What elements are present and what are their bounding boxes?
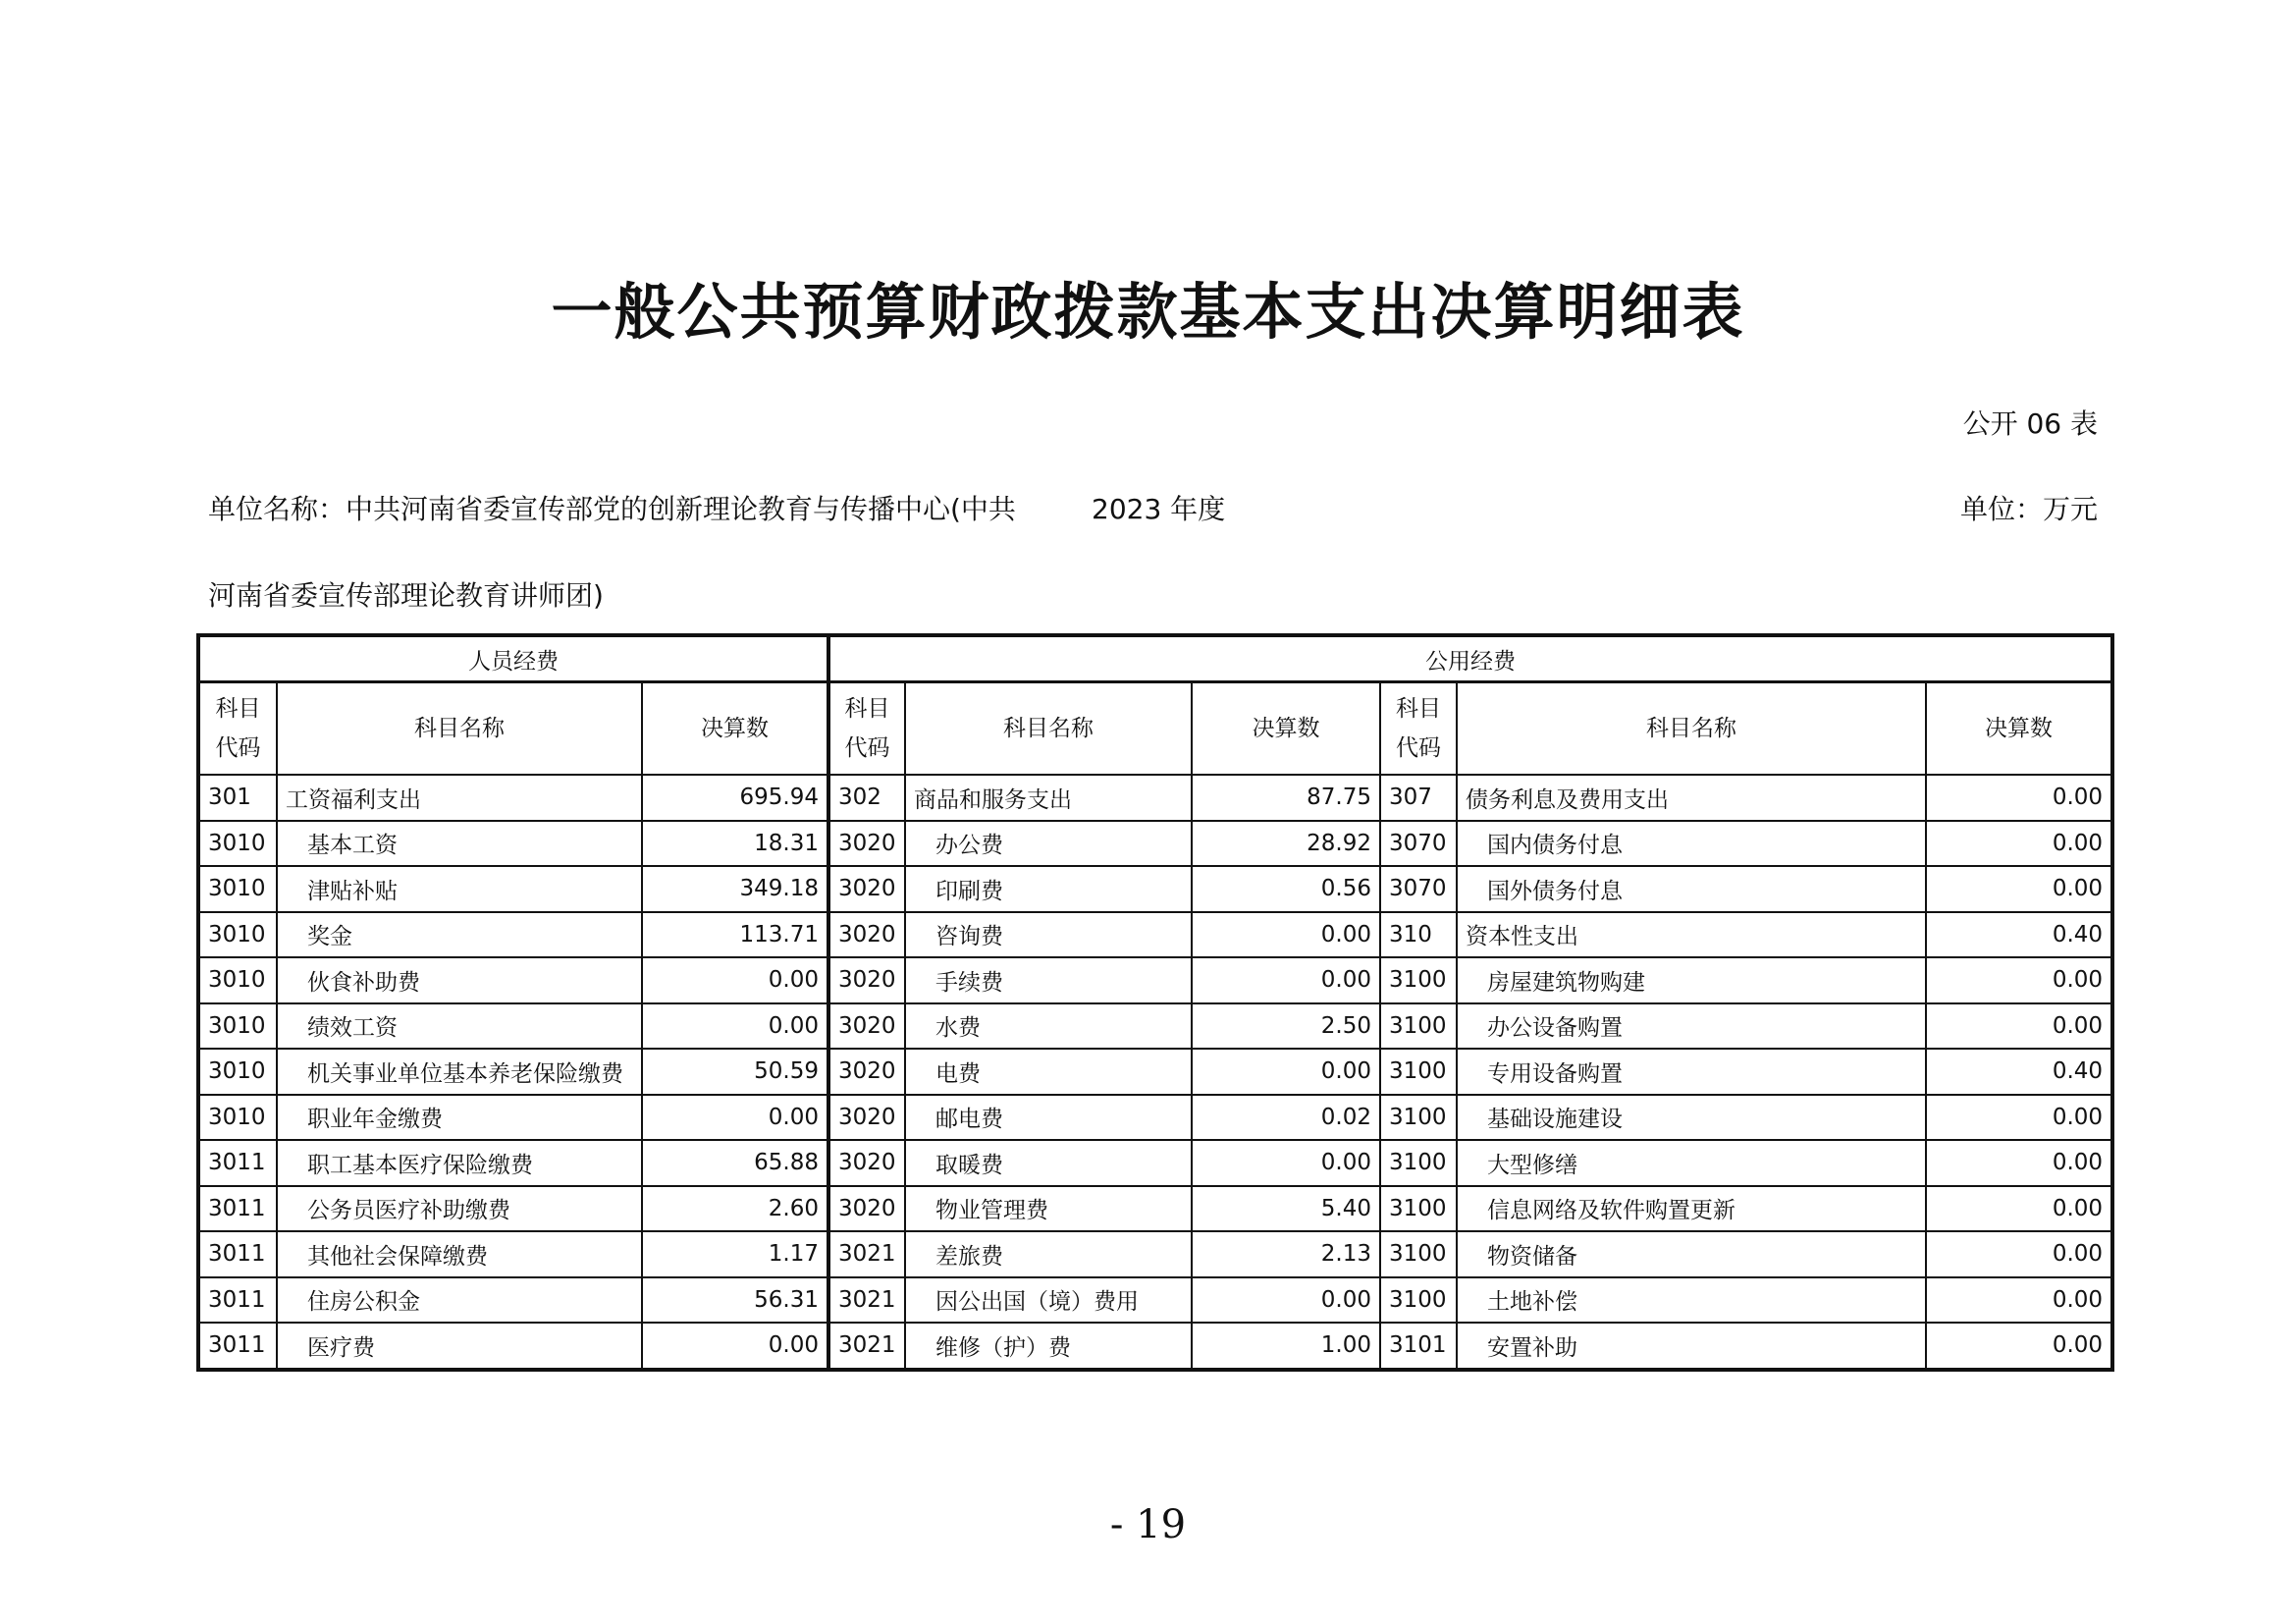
personnel-amount-cell: 113.71 xyxy=(642,912,828,958)
goods-name-cell: 手续费 xyxy=(905,957,1192,1003)
goods-amount-cell: 2.50 xyxy=(1192,1003,1380,1050)
personnel-name-cell: 医疗费 xyxy=(277,1323,642,1370)
col-amount-header: 决算数 xyxy=(642,682,828,776)
group-public-header: 公用经费 xyxy=(828,635,2112,682)
column-header-row xyxy=(198,682,2112,776)
capital-name-cell: 债务利息及费用支出 xyxy=(1457,775,1926,821)
personnel-amount-cell: 56.31 xyxy=(642,1277,828,1324)
table-row xyxy=(198,1003,2112,1050)
personnel-code-cell: 3010 xyxy=(198,1003,277,1050)
col-code-header xyxy=(828,682,905,776)
capital-code-cell: 3070 xyxy=(1380,866,1457,912)
goods-name-cell: 印刷费 xyxy=(905,866,1192,912)
goods-code-cell: 3021 xyxy=(828,1277,905,1324)
capital-code-cell: 3100 xyxy=(1380,1003,1457,1050)
personnel-code-cell: 3010 xyxy=(198,866,277,912)
personnel-name-cell: 公务员医疗补助缴费 xyxy=(277,1186,642,1232)
capital-amount-cell: 0.00 xyxy=(1926,1231,2112,1277)
goods-amount-cell: 0.00 xyxy=(1192,1140,1380,1186)
personnel-amount-cell: 50.59 xyxy=(642,1049,828,1095)
col-name-header: 科目名称 xyxy=(277,682,642,776)
goods-name-cell: 办公费 xyxy=(905,821,1192,867)
personnel-name-cell: 机关事业单位基本养老保险缴费 xyxy=(277,1049,642,1095)
currency-unit: 单位：万元 xyxy=(1959,493,2098,525)
col-code-line1: 科目 xyxy=(215,696,261,722)
expenditure-table xyxy=(196,633,2114,1372)
table-row xyxy=(198,912,2112,958)
group-header-row xyxy=(198,635,2112,682)
table-row xyxy=(198,1277,2112,1324)
personnel-amount-cell: 349.18 xyxy=(642,866,828,912)
personnel-code-cell: 3011 xyxy=(198,1323,277,1370)
col-code-line1: 科目 xyxy=(844,696,890,722)
goods-amount-cell: 28.92 xyxy=(1192,821,1380,867)
capital-name-cell: 房屋建筑物购建 xyxy=(1457,957,1926,1003)
fiscal-year: 2023 年度 xyxy=(1092,493,1226,525)
personnel-code-cell: 301 xyxy=(198,775,277,821)
capital-code-cell: 3100 xyxy=(1380,1049,1457,1095)
goods-code-cell: 3020 xyxy=(828,912,905,958)
capital-code-cell: 310 xyxy=(1380,912,1457,958)
capital-code-cell: 3100 xyxy=(1380,1095,1457,1141)
capital-amount-cell: 0.40 xyxy=(1926,1049,2112,1095)
col-code-header xyxy=(198,682,277,776)
capital-name-cell: 资本性支出 xyxy=(1457,912,1926,958)
goods-name-cell: 维修（护）费 xyxy=(905,1323,1192,1370)
capital-amount-cell: 0.00 xyxy=(1926,1323,2112,1370)
personnel-name-cell: 伙食补助费 xyxy=(277,957,642,1003)
capital-name-cell: 土地补偿 xyxy=(1457,1277,1926,1324)
goods-name-cell: 取暖费 xyxy=(905,1140,1192,1186)
page-title: 一般公共预算财政拨款基本支出决算明细表 xyxy=(551,276,1745,348)
capital-code-cell: 3101 xyxy=(1380,1323,1457,1370)
goods-amount-cell: 0.00 xyxy=(1192,957,1380,1003)
personnel-name-cell: 其他社会保障缴费 xyxy=(277,1231,642,1277)
goods-code-cell: 3020 xyxy=(828,1095,905,1141)
table-row xyxy=(198,1323,2112,1370)
goods-amount-cell: 0.00 xyxy=(1192,1049,1380,1095)
personnel-code-cell: 3011 xyxy=(198,1231,277,1277)
personnel-amount-cell: 65.88 xyxy=(642,1140,828,1186)
goods-name-cell: 因公出国（境）费用 xyxy=(905,1277,1192,1324)
personnel-amount-cell: 0.00 xyxy=(642,1323,828,1370)
goods-amount-cell: 0.00 xyxy=(1192,1277,1380,1324)
personnel-code-cell: 3011 xyxy=(198,1140,277,1186)
personnel-amount-cell: 0.00 xyxy=(642,1095,828,1141)
table-row xyxy=(198,1095,2112,1141)
capital-code-cell: 3100 xyxy=(1380,1277,1457,1324)
capital-name-cell: 信息网络及软件购置更新 xyxy=(1457,1186,1926,1232)
personnel-amount-cell: 1.17 xyxy=(642,1231,828,1277)
goods-amount-cell: 0.00 xyxy=(1192,912,1380,958)
goods-amount-cell: 0.02 xyxy=(1192,1095,1380,1141)
personnel-name-cell: 职业年金缴费 xyxy=(277,1095,642,1141)
capital-code-cell: 307 xyxy=(1380,775,1457,821)
goods-code-cell: 3020 xyxy=(828,1140,905,1186)
goods-name-cell: 邮电费 xyxy=(905,1095,1192,1141)
goods-code-cell: 3020 xyxy=(828,1003,905,1050)
table-row xyxy=(198,866,2112,912)
capital-name-cell: 办公设备购置 xyxy=(1457,1003,1926,1050)
goods-code-cell: 3021 xyxy=(828,1323,905,1370)
col-code-header xyxy=(1380,682,1457,776)
capital-code-cell: 3100 xyxy=(1380,1140,1457,1186)
goods-code-cell: 3020 xyxy=(828,821,905,867)
capital-name-cell: 国内债务付息 xyxy=(1457,821,1926,867)
col-code-line2: 代码 xyxy=(844,735,890,761)
unit-name-line2: 河南省委宣传部理论教育讲师团) xyxy=(208,579,604,612)
personnel-code-cell: 3010 xyxy=(198,957,277,1003)
table-row xyxy=(198,1049,2112,1095)
capital-amount-cell: 0.00 xyxy=(1926,1140,2112,1186)
goods-amount-cell: 1.00 xyxy=(1192,1323,1380,1370)
goods-amount-cell: 5.40 xyxy=(1192,1186,1380,1232)
goods-code-cell: 3020 xyxy=(828,957,905,1003)
personnel-amount-cell: 18.31 xyxy=(642,821,828,867)
capital-amount-cell: 0.00 xyxy=(1926,1003,2112,1050)
capital-name-cell: 大型修缮 xyxy=(1457,1140,1926,1186)
table-body xyxy=(198,775,2112,1370)
table-row xyxy=(198,1140,2112,1186)
capital-name-cell: 专用设备购置 xyxy=(1457,1049,1926,1095)
capital-amount-cell: 0.00 xyxy=(1926,1095,2112,1141)
personnel-name-cell: 绩效工资 xyxy=(277,1003,642,1050)
personnel-amount-cell: 0.00 xyxy=(642,1003,828,1050)
capital-amount-cell: 0.00 xyxy=(1926,1277,2112,1324)
capital-amount-cell: 0.00 xyxy=(1926,866,2112,912)
capital-amount-cell: 0.40 xyxy=(1926,912,2112,958)
personnel-code-cell: 3010 xyxy=(198,1049,277,1095)
group-personnel-header: 人员经费 xyxy=(198,635,828,682)
personnel-name-cell: 奖金 xyxy=(277,912,642,958)
col-name-header: 科目名称 xyxy=(905,682,1192,776)
personnel-code-cell: 3011 xyxy=(198,1277,277,1324)
goods-code-cell: 3020 xyxy=(828,1049,905,1095)
goods-name-cell: 咨询费 xyxy=(905,912,1192,958)
goods-name-cell: 水费 xyxy=(905,1003,1192,1050)
goods-amount-cell: 87.75 xyxy=(1192,775,1380,821)
capital-name-cell: 国外债务付息 xyxy=(1457,866,1926,912)
table-row xyxy=(198,957,2112,1003)
capital-amount-cell: 0.00 xyxy=(1926,957,2112,1003)
personnel-code-cell: 3010 xyxy=(198,1095,277,1141)
personnel-name-cell: 基本工资 xyxy=(277,821,642,867)
page-number: - 19 xyxy=(1109,1502,1187,1547)
col-code-line2: 代码 xyxy=(215,735,261,761)
personnel-name-cell: 津贴补贴 xyxy=(277,866,642,912)
table-row xyxy=(198,775,2112,821)
capital-name-cell: 物资储备 xyxy=(1457,1231,1926,1277)
capital-name-cell: 安置补助 xyxy=(1457,1323,1926,1370)
table-row xyxy=(198,1231,2112,1277)
goods-code-cell: 3020 xyxy=(828,1186,905,1232)
goods-amount-cell: 2.13 xyxy=(1192,1231,1380,1277)
col-name-header: 科目名称 xyxy=(1457,682,1926,776)
goods-name-cell: 电费 xyxy=(905,1049,1192,1095)
personnel-amount-cell: 0.00 xyxy=(642,957,828,1003)
form-number: 公开 06 表 xyxy=(1962,407,2098,440)
col-code-line1: 科目 xyxy=(1396,696,1442,722)
goods-name-cell: 差旅费 xyxy=(905,1231,1192,1277)
goods-code-cell: 3020 xyxy=(828,866,905,912)
personnel-name-cell: 工资福利支出 xyxy=(277,775,642,821)
goods-name-cell: 商品和服务支出 xyxy=(905,775,1192,821)
capital-code-cell: 3100 xyxy=(1380,1186,1457,1232)
capital-code-cell: 3100 xyxy=(1380,1231,1457,1277)
table-row xyxy=(198,821,2112,867)
personnel-code-cell: 3010 xyxy=(198,912,277,958)
personnel-code-cell: 3011 xyxy=(198,1186,277,1232)
capital-amount-cell: 0.00 xyxy=(1926,775,2112,821)
goods-code-cell: 3021 xyxy=(828,1231,905,1277)
capital-name-cell: 基础设施建设 xyxy=(1457,1095,1926,1141)
personnel-name-cell: 职工基本医疗保险缴费 xyxy=(277,1140,642,1186)
personnel-name-cell: 住房公积金 xyxy=(277,1277,642,1324)
capital-code-cell: 3070 xyxy=(1380,821,1457,867)
col-amount-header: 决算数 xyxy=(1192,682,1380,776)
goods-code-cell: 302 xyxy=(828,775,905,821)
table-row xyxy=(198,1186,2112,1232)
goods-amount-cell: 0.56 xyxy=(1192,866,1380,912)
capital-amount-cell: 0.00 xyxy=(1926,1186,2112,1232)
personnel-amount-cell: 2.60 xyxy=(642,1186,828,1232)
col-amount-header: 决算数 xyxy=(1926,682,2112,776)
personnel-code-cell: 3010 xyxy=(198,821,277,867)
unit-name-line1: 单位名称：中共河南省委宣传部党的创新理论教育与传播中心(中共 xyxy=(208,493,1016,525)
capital-code-cell: 3100 xyxy=(1380,957,1457,1003)
goods-name-cell: 物业管理费 xyxy=(905,1186,1192,1232)
capital-amount-cell: 0.00 xyxy=(1926,821,2112,867)
personnel-amount-cell: 695.94 xyxy=(642,775,828,821)
col-code-line2: 代码 xyxy=(1396,735,1442,761)
